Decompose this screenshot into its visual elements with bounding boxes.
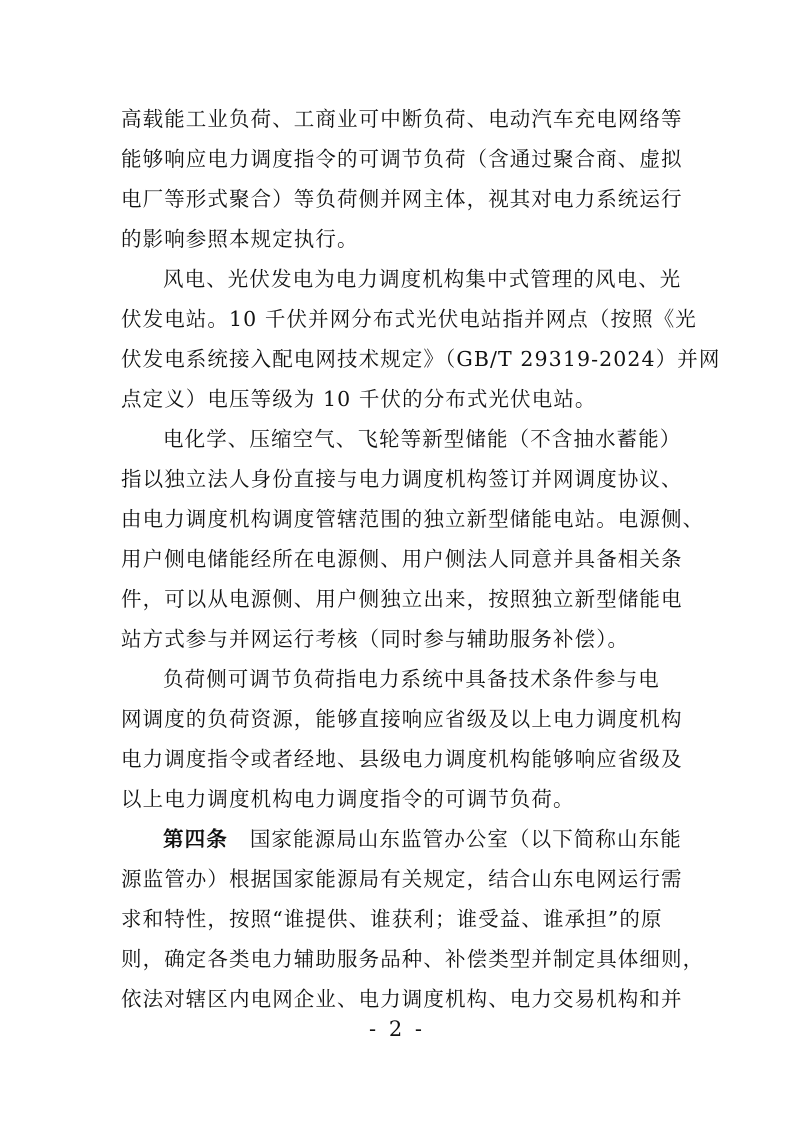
paragraph-3-line-5: 件，可以从电源侧、用户侧独立出来，按照独立新型储能电 <box>121 587 683 611</box>
paragraph-4-line-3: 电力调度指令或者经地、县级电力调度机构能够响应省级及 <box>121 747 683 771</box>
paragraph-4-line-2: 网调度的负荷资源，能够直接响应省级及以上电力调度机构 <box>121 707 683 731</box>
paragraph-3-line-2: 指以独立法人身份直接与电力调度机构签订并网调度协议、 <box>121 467 683 491</box>
paragraph-2-line-3: 伏发电系统接入配电网技术规定》（GB/T 29319-2024）并网 <box>121 347 721 371</box>
page-number: - 2 - <box>369 1017 425 1041</box>
paragraph-1-line-4: 的影响参照本规定执行。 <box>121 227 359 251</box>
paragraph-2-line-2: 伏发电站。10 千伏并网分布式光伏电站指并网点（按照《光 <box>121 307 697 331</box>
article-4-line-2: 源监管办）根据国家能源局有关规定，结合山东电网运行需 <box>121 867 683 891</box>
paragraph-4-line-4: 以上电力调度机构电力调度指令的可调节负荷。 <box>121 787 575 811</box>
paragraph-3-line-3: 由电力调度机构调度管辖范围的独立新型储能电站。电源侧、 <box>121 507 705 531</box>
article-4-line-1 <box>163 826 723 852</box>
paragraph-3-line-4: 用户侧电储能经所在电源侧、用户侧法人同意并具备相关条 <box>121 547 683 571</box>
paragraph-2-line-4: 点定义）电压等级为 10 千伏的分布式光伏电站。 <box>121 387 597 411</box>
paragraph-3-line-1: 电化学、压缩空气、飞轮等新型储能（不含抽水蓄能） <box>163 427 682 451</box>
article-4-text: 国家能源局山东监管办公室（以下简称山东能 <box>249 827 682 851</box>
paragraph-1-line-3: 电厂等形式聚合）等负荷侧并网主体，视其对电力系统运行 <box>121 187 683 211</box>
article-4-line-3: 求和特性，按照“谁提供、谁获利；谁受益、谁承担”的原 <box>121 907 663 931</box>
paragraph-4-line-1: 负荷侧可调节负荷指电力系统中具备技术条件参与电 <box>163 667 660 691</box>
article-label: 第四条 <box>163 827 228 851</box>
paragraph-2-line-1: 风电、光伏发电为电力调度机构集中式管理的风电、光 <box>163 267 682 291</box>
paragraph-1-line-2: 能够响应电力调度指令的可调节负荷（含通过聚合商、虚拟 <box>121 147 683 171</box>
article-4-line-4: 则，确定各类电力辅助服务品种、补偿类型并制定具体细则， <box>121 947 705 971</box>
paragraph-1-line-1: 高载能工业负荷、工商业可中断负荷、电动汽车充电网络等 <box>121 107 683 131</box>
paragraph-3-line-6: 站方式参与并网运行考核（同时参与辅助服务补偿）。 <box>121 627 630 651</box>
article-4-line-5: 依法对辖区内电网企业、电力调度机构、电力交易机构和并 <box>121 987 683 1011</box>
